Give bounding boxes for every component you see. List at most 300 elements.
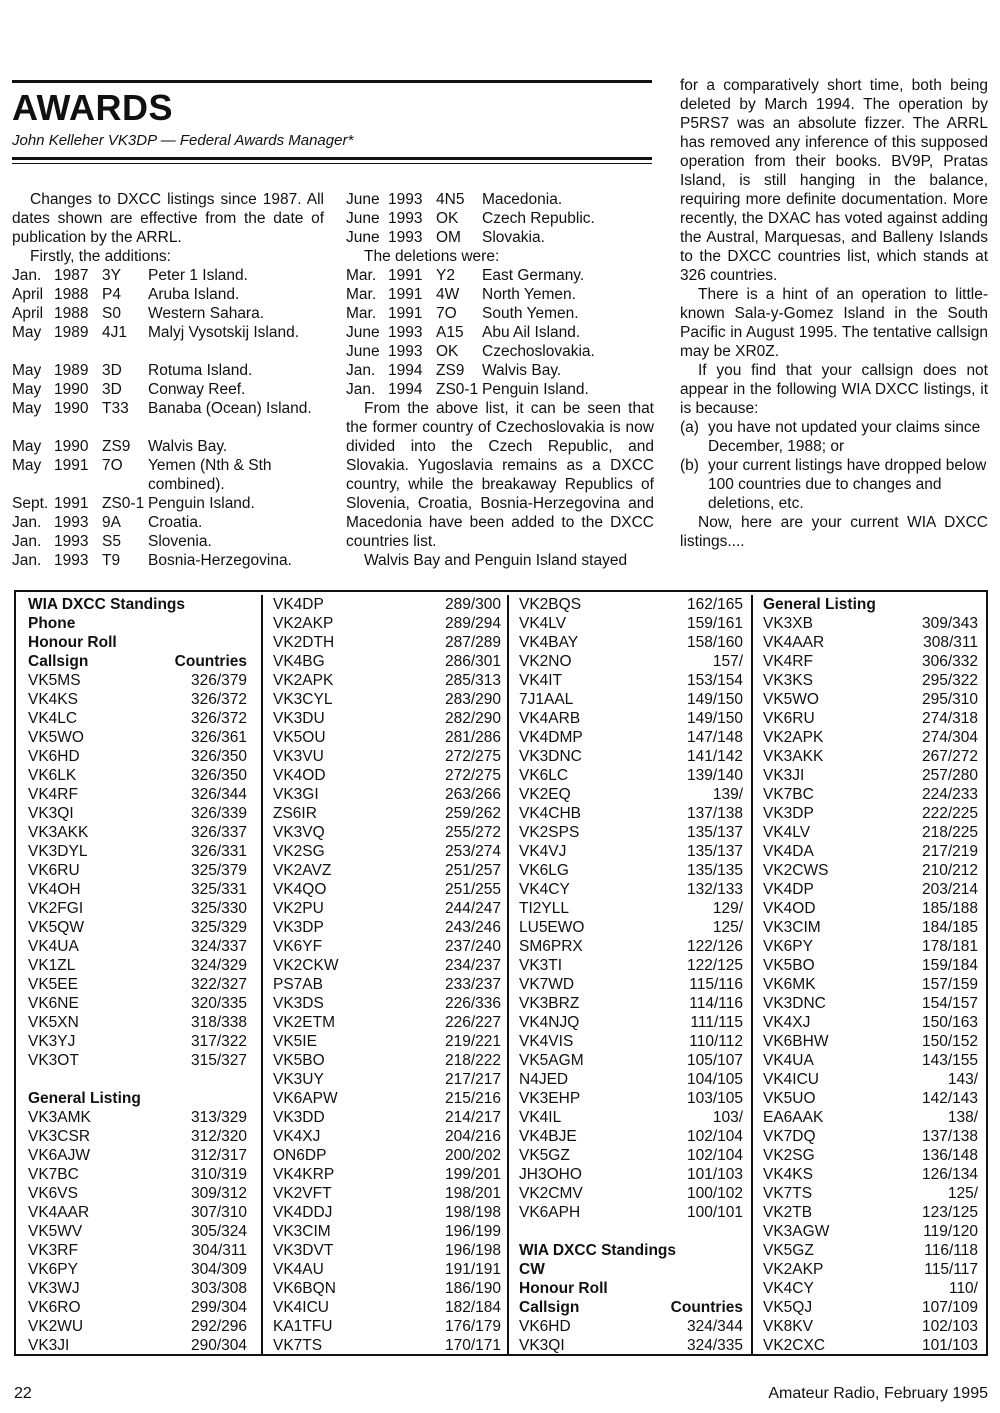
countries-cell: 283/290 xyxy=(444,691,501,708)
callsign-cell: VK6AJW xyxy=(28,1147,91,1164)
callsign-cell: VK2CWS xyxy=(763,862,829,879)
callsign-cell: VK5EE xyxy=(28,976,78,993)
entry-country: Croatia. xyxy=(148,514,203,531)
entry-month: June xyxy=(346,343,380,360)
table-row xyxy=(273,1279,501,1298)
table-row xyxy=(28,709,247,728)
deletion-entry xyxy=(346,285,654,304)
entry-prefix: 7O xyxy=(102,457,123,474)
reason-a xyxy=(680,418,988,456)
countries-cell: 218/225 xyxy=(921,824,978,841)
countries-cell: 149/150 xyxy=(686,710,743,727)
countries-cell: 116/118 xyxy=(924,1242,978,1259)
table-row xyxy=(763,918,978,937)
table-row xyxy=(273,804,501,823)
countries-cell: 219/221 xyxy=(444,1033,501,1050)
table-row xyxy=(519,1336,743,1355)
entry-year: 1991 xyxy=(54,495,89,512)
callsign-cell: VK3DNC xyxy=(519,748,582,765)
table-row xyxy=(273,1336,501,1355)
countries-cell: 305/324 xyxy=(190,1223,247,1240)
cw-general-list xyxy=(763,614,978,1355)
callsign-cell: VK2WU xyxy=(28,1318,84,1335)
callsign-cell: PS7AB xyxy=(273,976,323,993)
callsign-cell: N4JED xyxy=(519,1071,569,1088)
entry-year: 1993 xyxy=(54,514,89,531)
addition-entry xyxy=(346,209,654,228)
countries-cell: 326/350 xyxy=(190,767,247,784)
phone-column-headers xyxy=(28,652,247,671)
callsign-cell: VK2CKW xyxy=(273,957,339,974)
entry-month: Jan. xyxy=(12,267,42,284)
table-row xyxy=(763,728,978,747)
callsign-cell: SM6PRX xyxy=(519,938,583,955)
deletion-entry xyxy=(346,361,654,380)
addition-entry xyxy=(12,551,324,589)
countries-cell: 310/319 xyxy=(190,1166,247,1183)
table-row xyxy=(519,956,743,975)
table-row xyxy=(763,1298,978,1317)
table-row xyxy=(28,1127,247,1146)
phone-general-list-continued xyxy=(273,595,501,1355)
callsign-cell: VK7WD xyxy=(519,976,575,993)
table-row xyxy=(763,1336,978,1355)
callsign-cell: VK4DMP xyxy=(519,729,583,746)
table-row xyxy=(763,1089,978,1108)
table-row xyxy=(763,994,978,1013)
countries-cell: 326/331 xyxy=(190,843,247,860)
callsign-cell: VK2AVZ xyxy=(273,862,332,879)
countries-cell: 105/107 xyxy=(686,1052,743,1069)
callsign-cell: VK7BC xyxy=(28,1166,79,1183)
table-row xyxy=(519,899,743,918)
entry-country: Czech Republic. xyxy=(482,210,595,227)
countries-cell: 313/329 xyxy=(190,1109,247,1126)
entry-prefix: ZS9 xyxy=(436,362,465,379)
table-row xyxy=(273,728,501,747)
callsign-cell: VK2NO xyxy=(519,653,572,670)
callsign-cell: VK6YF xyxy=(273,938,323,955)
addition-entry xyxy=(12,399,324,437)
entry-month: May xyxy=(12,400,42,417)
callsign-cell: VK3CYL xyxy=(273,691,333,708)
entry-country: Peter 1 Island. xyxy=(148,267,248,284)
countries-cell: 200/202 xyxy=(444,1147,501,1164)
entry-country: Banaba (Ocean) Island. xyxy=(148,400,312,417)
table-row xyxy=(519,785,743,804)
table-row xyxy=(273,956,501,975)
countries-cell: 318/338 xyxy=(190,1014,247,1031)
table-row xyxy=(519,994,743,1013)
deletion-entry xyxy=(346,380,654,399)
countries-cell: 149/150 xyxy=(686,691,743,708)
table-row xyxy=(763,633,978,652)
table-row xyxy=(28,766,247,785)
countries-cell: 102/103 xyxy=(921,1318,978,1335)
callsign-cell: VK6BHW xyxy=(763,1033,829,1050)
callsign-header: Callsign xyxy=(28,653,89,670)
table-row xyxy=(519,1051,743,1070)
phone-general-list xyxy=(28,1108,247,1355)
table-column-2 xyxy=(261,595,507,1354)
countries-cell: 196/199 xyxy=(444,1223,501,1240)
countries-cell: 308/311 xyxy=(923,634,978,651)
entry-month: May xyxy=(12,438,42,455)
countries-cell: 123/125 xyxy=(921,1204,978,1221)
countries-cell: 139/ xyxy=(712,786,743,803)
table-row xyxy=(273,652,501,671)
callsign-cell: VK3AKK xyxy=(763,748,824,765)
callsign-cell: VK5QJ xyxy=(763,1299,813,1316)
table-row xyxy=(273,766,501,785)
table-row xyxy=(519,728,743,747)
table-row xyxy=(273,614,501,633)
countries-cell: 159/184 xyxy=(921,957,978,974)
entry-prefix: S5 xyxy=(102,533,121,550)
callsign-cell: VK4IL xyxy=(519,1109,562,1126)
countries-cell: 217/219 xyxy=(921,843,978,860)
countries-cell: 137/138 xyxy=(921,1128,978,1145)
reason-b-text: your current listings have dropped below 100 countries due to changes and deletions, etc. xyxy=(708,457,987,512)
table-row xyxy=(519,1108,743,1127)
table-row xyxy=(519,1070,743,1089)
callsign-cell: VK4DA xyxy=(763,843,814,860)
countries-cell: 178/181 xyxy=(921,938,978,955)
callsign-cell: VK2CMV xyxy=(519,1185,583,1202)
entry-country: North Yemen. xyxy=(482,286,576,303)
entry-month: Jan. xyxy=(12,552,42,569)
entry-country: Aruba Island. xyxy=(148,286,240,303)
countries-cell: 141/142 xyxy=(686,748,743,765)
entry-country: Rotuma Island. xyxy=(148,362,253,379)
entry-prefix: OK xyxy=(436,210,459,227)
countries-cell: 259/262 xyxy=(444,805,501,822)
entry-country: Walvis Bay. xyxy=(482,362,562,379)
table-row xyxy=(273,1241,501,1260)
entry-prefix: 9A xyxy=(102,514,121,531)
callsign-cell: VK5UO xyxy=(763,1090,816,1107)
countries-cell: 198/201 xyxy=(444,1185,501,1202)
countries-cell: 182/184 xyxy=(444,1299,501,1316)
entry-month: May xyxy=(12,381,42,398)
countries-cell: 299/304 xyxy=(190,1299,247,1316)
countries-cell: 129/ xyxy=(712,900,743,917)
callsign-cell: VK2PU xyxy=(273,900,324,917)
callsign-cell: KA1TFU xyxy=(273,1318,333,1335)
callsign-cell: VK3DP xyxy=(763,805,814,822)
callsign-cell: ON6DP xyxy=(273,1147,327,1164)
countries-cell: 142/143 xyxy=(921,1090,978,1107)
countries-cell: 204/216 xyxy=(444,1128,501,1145)
entry-country: Slovakia. xyxy=(482,229,545,246)
table-row xyxy=(519,1184,743,1203)
countries-cell: 290/304 xyxy=(190,1337,247,1354)
countries-cell: 244/247 xyxy=(444,900,501,917)
countries-cell: 139/140 xyxy=(686,767,743,784)
callsign-cell: VK3TI xyxy=(519,957,563,974)
callsign-cell: VK5BO xyxy=(273,1052,325,1069)
countries-cell: 103/105 xyxy=(686,1090,743,1107)
table-row xyxy=(763,956,978,975)
additions-list-continued xyxy=(346,190,654,247)
entry-month: June xyxy=(346,191,380,208)
countries-cell: 324/344 xyxy=(686,1318,743,1335)
countries-cell: 326/339 xyxy=(190,805,247,822)
table-row xyxy=(763,937,978,956)
countries-cell: 325/330 xyxy=(190,900,247,917)
table-row xyxy=(273,994,501,1013)
table-row xyxy=(519,709,743,728)
countries-cell: 237/240 xyxy=(444,938,501,955)
callsign-cell: VK4RF xyxy=(28,786,78,803)
table-row xyxy=(273,633,501,652)
entry-month: May xyxy=(12,457,42,474)
countries-cell: 199/201 xyxy=(444,1166,501,1183)
callsign-cell: VK4XJ xyxy=(763,1014,811,1031)
callsign-cell: VK4VIS xyxy=(519,1033,574,1050)
countries-cell: 325/329 xyxy=(190,919,247,936)
callsign-cell: VK4ARB xyxy=(519,710,581,727)
table-row xyxy=(763,1165,978,1184)
countries-cell: 147/148 xyxy=(686,729,743,746)
entry-month: Jan. xyxy=(12,533,42,550)
callsign-cell: VK3DVT xyxy=(273,1242,334,1259)
table-row xyxy=(763,671,978,690)
callsign-cell: VK6RO xyxy=(28,1299,81,1316)
table-row xyxy=(28,1336,247,1355)
deletions-list xyxy=(346,266,654,399)
table-row xyxy=(28,1013,247,1032)
callsign-cell: ZS6IR xyxy=(273,805,317,822)
countries-cell: 100/102 xyxy=(686,1185,743,1202)
table-row xyxy=(273,1013,501,1032)
callsign-cell: VK3DP xyxy=(273,919,324,936)
table-row xyxy=(28,1203,247,1222)
countries-cell: 315/327 xyxy=(190,1052,247,1069)
table-row xyxy=(763,652,978,671)
table-column-1 xyxy=(16,595,263,1354)
callsign-cell: VK2TB xyxy=(763,1204,813,1221)
callsign-cell: VK2EQ xyxy=(519,786,571,803)
table-row xyxy=(519,842,743,861)
entry-country: Penguin Island. xyxy=(148,495,255,512)
table-row xyxy=(273,1298,501,1317)
table-row xyxy=(273,747,501,766)
countries-cell: 306/332 xyxy=(921,653,978,670)
phone-honour-roll-heading: Honour Roll xyxy=(28,634,117,651)
callsign-cell: VK3WJ xyxy=(28,1280,80,1297)
countries-cell: 267/272 xyxy=(921,748,978,765)
callsign-cell: VK6RU xyxy=(28,862,80,879)
table-row xyxy=(273,975,501,994)
callsign-cell: VK4UA xyxy=(28,938,79,955)
if-paragraph: If you find that your callsign does not appear in the following WIA DXCC listings, it is because: xyxy=(680,362,988,417)
entry-country: Western Sahara. xyxy=(148,305,265,322)
table-row xyxy=(763,1241,978,1260)
entry-prefix: ZS0-1 xyxy=(436,381,479,398)
callsign-cell: VK3CIM xyxy=(763,919,821,936)
cw-standings-title: WIA DXCC Standings xyxy=(519,1242,677,1259)
entry-country: Czechoslovakia. xyxy=(482,343,595,360)
countries-cell: 125/ xyxy=(712,919,743,936)
entry-year: 1991 xyxy=(54,457,89,474)
table-row xyxy=(28,1279,247,1298)
table-row xyxy=(28,899,247,918)
reason-b-label: (b) xyxy=(680,457,699,474)
countries-cell: 150/163 xyxy=(921,1014,978,1031)
callsign-cell: VK3DD xyxy=(273,1109,325,1126)
callsign-cell: VK2BQS xyxy=(519,596,582,613)
table-row xyxy=(519,690,743,709)
addition-entry xyxy=(12,361,324,380)
countries-cell: 122/125 xyxy=(686,957,743,974)
countries-cell: 226/336 xyxy=(444,995,501,1012)
countries-cell: 122/126 xyxy=(686,938,743,955)
table-row xyxy=(273,671,501,690)
table-row xyxy=(28,1165,247,1184)
entry-prefix: ZS0-1 xyxy=(102,495,145,512)
callsign-cell: VK6HD xyxy=(28,748,80,765)
entry-prefix: Y2 xyxy=(436,267,455,284)
entry-month: Mar. xyxy=(346,267,377,284)
entry-prefix: T9 xyxy=(102,552,121,569)
callsign-cell: VK6BQN xyxy=(273,1280,336,1297)
addition-entry xyxy=(346,228,654,247)
table-row xyxy=(519,1203,743,1222)
deletion-entry xyxy=(346,266,654,285)
table-row xyxy=(28,1184,247,1203)
cw-honour-list xyxy=(519,1317,743,1355)
callsign-cell: VK4KS xyxy=(28,691,78,708)
countries-cell: 309/312 xyxy=(190,1185,247,1202)
entry-month: June xyxy=(346,210,380,227)
walvis-paragraph: Walvis Bay and Penguin Island stayed xyxy=(364,552,628,569)
countries-cell: 132/133 xyxy=(686,881,743,898)
callsign-cell: VK6APW xyxy=(273,1090,338,1107)
countries-cell: 135/135 xyxy=(686,862,743,879)
countries-cell: 272/275 xyxy=(444,748,501,765)
entry-month: April xyxy=(12,286,44,303)
entry-month: Mar. xyxy=(346,286,377,303)
callsign-cell: VK3UY xyxy=(273,1071,324,1088)
callsign-cell: VK4ICU xyxy=(763,1071,819,1088)
countries-cell: 324/329 xyxy=(190,957,247,974)
callsign-cell: VK6PY xyxy=(28,1261,78,1278)
phone-mode-label: Phone xyxy=(28,615,76,632)
addition-entry xyxy=(12,304,324,323)
table-row xyxy=(28,1032,247,1051)
table-row xyxy=(28,918,247,937)
table-row xyxy=(519,1013,743,1032)
entry-prefix: 4W xyxy=(436,286,460,303)
countries-cell: 287/289 xyxy=(444,634,501,651)
callsign-cell: VK3AKK xyxy=(28,824,89,841)
callsign-cell: VK3KS xyxy=(763,672,813,689)
addition-entry xyxy=(12,513,324,532)
entry-year: 1994 xyxy=(388,381,423,398)
table-row xyxy=(763,975,978,994)
table-row xyxy=(763,1070,978,1089)
callsign-cell: VK4DP xyxy=(273,596,324,613)
table-row xyxy=(28,671,247,690)
callsign-cell: VK5XN xyxy=(28,1014,79,1031)
callsign-cell: VK4BJE xyxy=(519,1128,577,1145)
callsign-cell: VK3RF xyxy=(28,1242,78,1259)
table-row xyxy=(28,975,247,994)
callsign-cell: VK6NE xyxy=(28,995,79,1012)
countries-header: Countries xyxy=(174,653,247,670)
phone-general-list-continued-2 xyxy=(519,595,743,1222)
addition-entry xyxy=(346,190,654,209)
countries-cell: 257/280 xyxy=(921,767,978,784)
entry-year: 1987 xyxy=(54,267,89,284)
table-row xyxy=(28,804,247,823)
countries-cell: 111/115 xyxy=(690,1014,743,1031)
table-row xyxy=(763,823,978,842)
table-row xyxy=(28,1260,247,1279)
callsign-cell: VK2DTH xyxy=(273,634,335,651)
countries-cell: 286/301 xyxy=(444,653,501,670)
callsign-cell: VK4IT xyxy=(519,672,563,689)
countries-cell: 138/ xyxy=(947,1109,978,1126)
table-row xyxy=(519,804,743,823)
entry-year: 1988 xyxy=(54,286,89,303)
countries-cell: 125/ xyxy=(947,1185,978,1202)
table-row xyxy=(763,861,978,880)
table-row xyxy=(763,1222,978,1241)
table-row xyxy=(273,1127,501,1146)
callsign-cell: VK3GI xyxy=(273,786,319,803)
callsign-cell: VK2AKP xyxy=(763,1261,824,1278)
table-row xyxy=(763,1260,978,1279)
entry-country: Yemen (Nth & Sth combined). xyxy=(148,457,272,493)
countries-cell: 115/116 xyxy=(689,976,743,993)
countries-cell: 324/335 xyxy=(686,1337,743,1354)
entry-year: 1989 xyxy=(54,362,89,379)
table-row xyxy=(273,1070,501,1089)
table-row xyxy=(28,785,247,804)
table-row xyxy=(273,1165,501,1184)
countries-cell: 107/109 xyxy=(921,1299,978,1316)
entry-year: 1990 xyxy=(54,381,89,398)
callsign-cell: JH3OHO xyxy=(519,1166,582,1183)
callsign-cell: VK4AU xyxy=(273,1261,324,1278)
entry-month: April xyxy=(12,305,44,322)
entry-year: 1993 xyxy=(388,229,423,246)
callsign-cell: VK4KRP xyxy=(273,1166,335,1183)
callsign-cell: VK4CY xyxy=(519,881,570,898)
table-row xyxy=(273,861,501,880)
entry-year: 1994 xyxy=(388,362,423,379)
table-row xyxy=(519,766,743,785)
article-column-2 xyxy=(346,190,654,570)
deletions-lead: The deletions were: xyxy=(364,248,500,265)
callsign-cell: VK3EHP xyxy=(519,1090,581,1107)
countries-cell: 185/188 xyxy=(921,900,978,917)
callsign-cell: VK7DQ xyxy=(763,1128,816,1145)
callsign-cell: VK3YJ xyxy=(28,1033,76,1050)
entry-year: 1991 xyxy=(388,305,423,322)
callsign-cell: VK5BO xyxy=(763,957,815,974)
addition-entry xyxy=(12,323,324,361)
table-row xyxy=(273,1146,501,1165)
entry-prefix: T33 xyxy=(102,400,129,417)
callsign-cell: VK5OU xyxy=(273,729,326,746)
countries-cell: 214/217 xyxy=(444,1109,501,1126)
entry-country: Walvis Bay. xyxy=(148,438,228,455)
table-row xyxy=(763,1279,978,1298)
sala-paragraph: There is a hint of an operation to little-known Sala-y-Gomez Island in the South Pacific in August 1995. The tentative callsign may be XR0Z. xyxy=(680,286,988,360)
